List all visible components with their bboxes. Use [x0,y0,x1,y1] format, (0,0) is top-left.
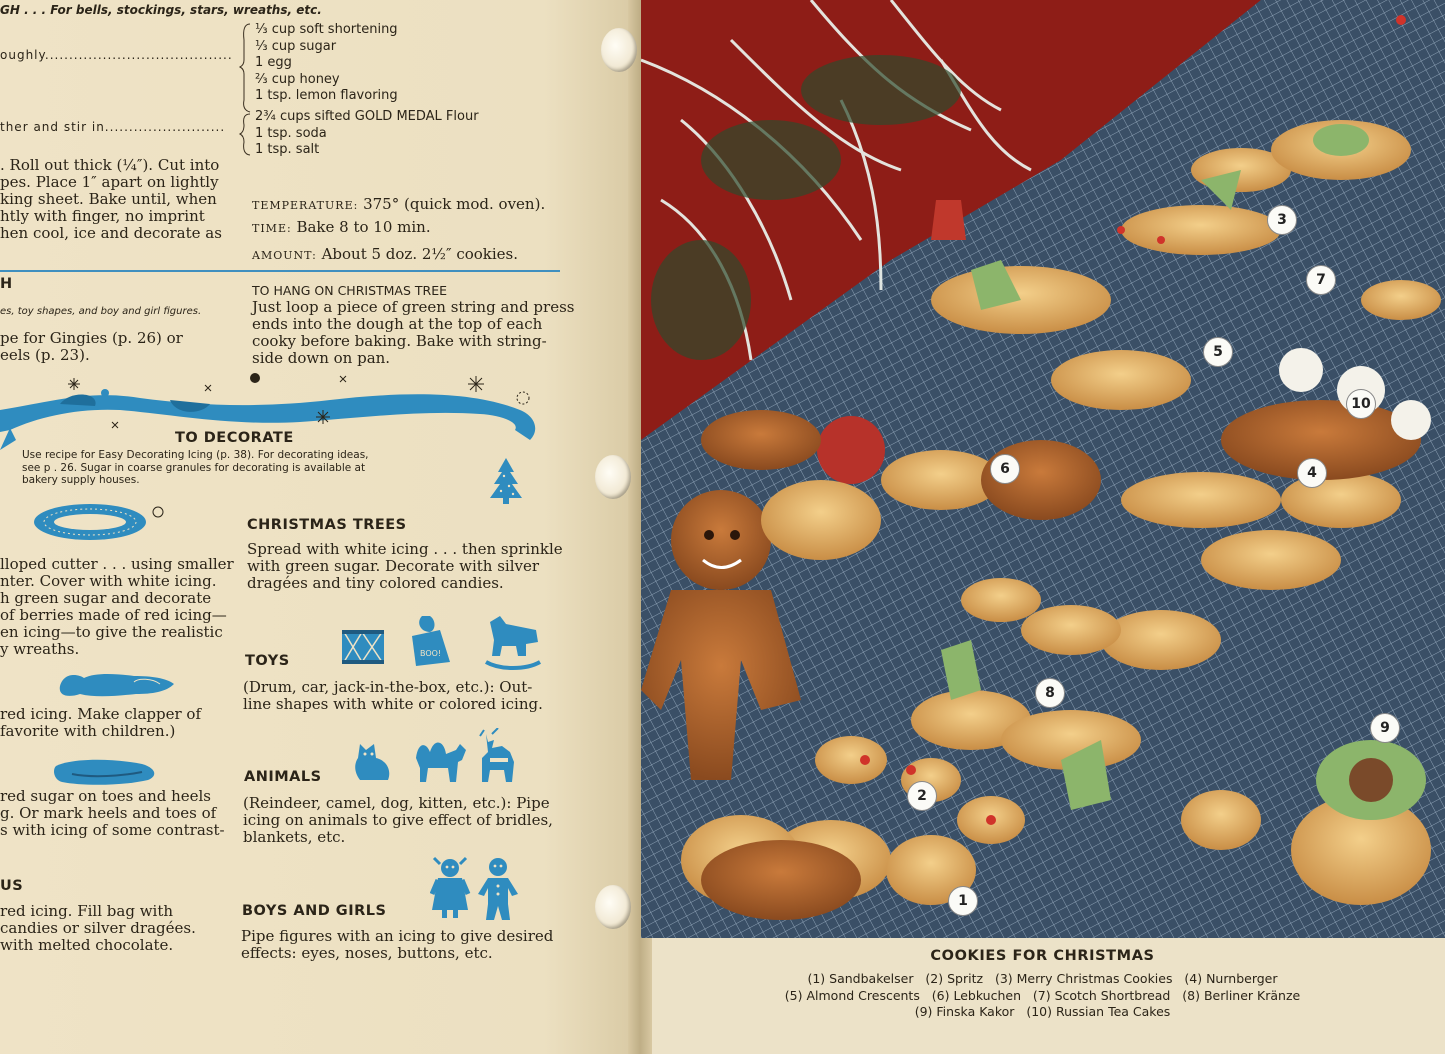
amount-label: AMOUNT: [252,249,317,262]
boy-cookie-icon [478,858,518,920]
kitten-icon [355,744,389,780]
reindeer-icon [480,728,514,782]
section-divider [0,270,560,272]
rocking-horse-icon [486,616,540,668]
wreath-cookie-icon [30,500,170,548]
decorate-title: TO DECORATE [175,430,294,446]
red-ornament [817,416,885,484]
step-stir: ther and stir in......................... [0,120,226,134]
photo-marker-1: 1 [948,886,978,916]
binder-hole-bottom [595,885,631,929]
animals-text: (Reindeer, camel, dog, kitten, etc.): Pipe icing on animals to give effect of bridles, blankets, etc. [243,794,553,846]
us-heading: US [0,878,24,894]
photo-marker-4: 4 [1297,458,1327,488]
boys-girls-text: Pipe figures with an icing to give desired effects: eyes, noses, buttons, etc. [241,927,554,962]
us-instructions: red icing. Fill bag with candies or silver dragées. with melted chocolate. [0,902,196,954]
christmas-trees-text: Spread with white icing . . . then sprinkle with green sugar. Decorate with silver dragées and tiny colored candies. [247,540,563,592]
photo-marker-2: 2 [907,781,937,811]
time-value: Bake 8 to 10 min. [296,218,431,236]
photo-caption-title: COOKIES FOR CHRISTMAS [930,948,1155,964]
time-line [252,218,431,236]
section-subtitle-fragment: es, toy shapes, and boy and girl figures. [0,306,202,317]
photo-caption-line-1: (1) Sandbakelser (2) Spritz (3) Merry Christmas Cookies (4) Nurnberger [807,971,1278,986]
toys-text: (Drum, car, jack-in-the-box, etc.): Out- line shapes with white or colored icing. [243,678,543,713]
amount-value: About 5 doz. 2½″ cookies. [321,245,519,263]
ingredient-brace [238,20,252,160]
photo-caption-line-2: (5) Almond Crescents (6) Lebkuchen (7) Scotch Shortbread (8) Berliner Kränze [784,988,1301,1003]
hang-text: Just loop a piece of green string and press ends into the dough at the top of each cooky before baking. Bake with string- side down on pan. [252,298,575,367]
photo-marker-10: 10 [1346,389,1376,419]
decorate-text: Use recipe for Easy Decorating Icing (p. 38). For decorating ideas, see p . 26. Sugar in coarse granules for decorating is available at bakery supply houses. [22,449,369,486]
christmas-tree-icon [484,456,528,506]
baking-instructions: . Roll out thick (¼″). Cut into pes. Place 1″ apart on lightly king sheet. Bake until, when htly with finger, no imprint hen cool, ice and decorate as [0,156,222,242]
temperature-value: 375° (quick mod. oven). [363,195,546,213]
ingredient-item: 1 tsp. soda [255,125,327,141]
stocking-instructions: red sugar on toes and heels g. Or mark heels and toes of s with icing of some contrast- [0,787,225,839]
boo-label: BOO! [420,649,442,658]
section-heading-fragment: H [0,276,13,292]
bell-ornament [931,200,966,240]
toys-heading: TOYS [245,653,290,669]
ingredient-item: 1 egg [255,55,292,70]
christmas-trees-heading: CHRISTMAS TREES [247,517,407,533]
step-mix: oughly....................................... [0,48,233,62]
photo-marker-7: 7 [1306,265,1336,295]
ingredient-item: 1 tsp. salt [255,142,320,157]
ingredient-item: ⅔ cup honey [255,71,340,87]
boys-girls-heading: BOYS AND GIRLS [242,903,387,919]
wreath-instructions: lloped cutter . . . using smaller nter. Cover with white icing. h green sugar and decorate of berries made of red icing— en icing—to give the realistic y wreaths. [0,555,234,658]
hang-title: TO HANG ON CHRISTMAS TREE [252,283,448,298]
toys-illustrations [340,612,545,672]
ingredients-group-2 [255,109,479,159]
ingredient-item: 1 tsp. lemon flavoring [255,88,398,103]
animals-heading: ANIMALS [244,769,322,785]
boy-girl-illustrations [430,854,522,924]
ingredient-item: ⅓ cup sugar [255,38,337,54]
photo-marker-8: 8 [1035,678,1065,708]
jack-in-the-box-icon [412,616,450,666]
recipe-subtitle: GH . . . For bells, stockings, stars, wreaths, etc. [0,3,322,17]
photo-marker-5: 5 [1203,337,1233,367]
photo-marker-9: 9 [1370,713,1400,743]
girl-cookie-icon [432,858,468,918]
camel-icon [416,742,466,782]
photo-marker-6: 6 [990,454,1020,484]
ingredient-item: 2¾ cups sifted GOLD MEDAL Flour [255,109,479,124]
animal-illustrations [352,728,527,788]
amount-line [252,245,518,263]
temperature-line [252,195,545,213]
temperature-label: TEMPERATURE: [252,199,359,212]
stocking-cookie-icon [52,754,162,788]
gingies-reference: pe for Gingies (p. 26) or eels (p. 23). [0,329,183,364]
photo-caption-line-3: (9) Finska Kakor (10) Russian Tea Cakes [914,1004,1171,1019]
photo-marker-3: 3 [1267,205,1297,235]
ingredients-group-1 [255,22,398,105]
binder-hole-top [601,28,637,72]
ingredient-item: ⅓ cup soft shortening [255,22,398,37]
drum-icon [342,630,384,664]
bell-cookie-icon [56,668,196,704]
bell-instructions: red icing. Make clapper of favorite with children.) [0,705,201,740]
time-label: TIME: [252,222,292,235]
binder-hole-middle [595,455,631,499]
